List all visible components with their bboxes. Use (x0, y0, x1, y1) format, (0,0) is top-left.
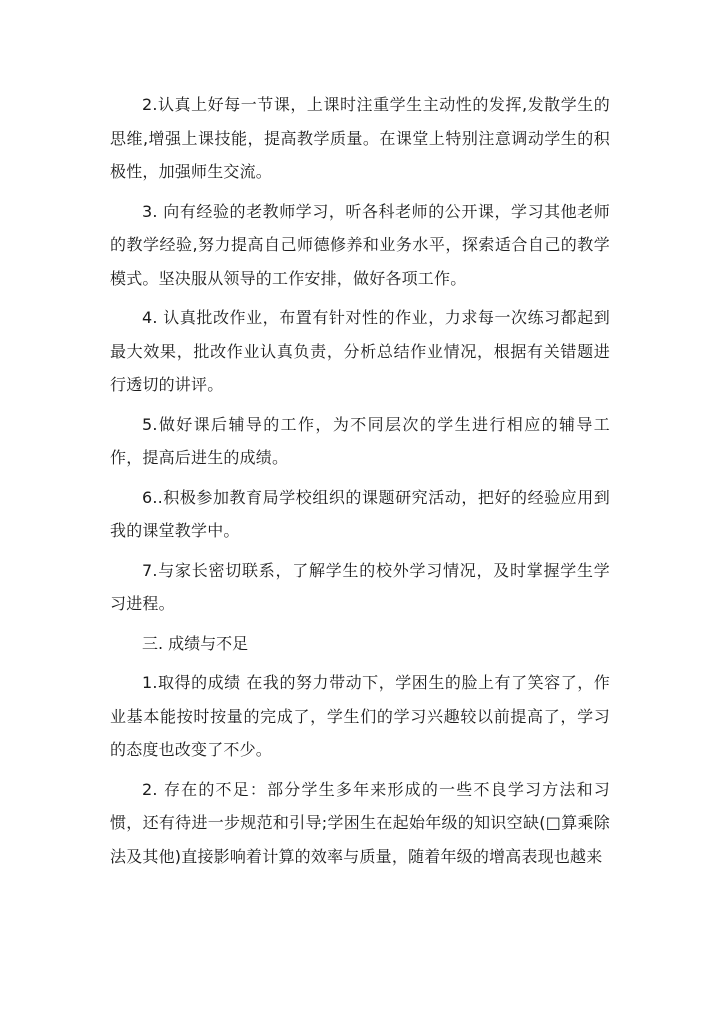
paragraph-shortcomings: 2. 存在的不足：部分学生多年来形成的一些不良学习方法和习惯，还有待进一步规范和引导;学困生在起始年级的知识空缺(□算乘除法及其他)直接影响着计算的效率与质量，随着年级的增高表现也越来 (110, 779, 610, 866)
paragraph-item-6: 6..积极参加教育局学校组织的课题研究活动，把好的经验应用到我的课堂教学中。 (110, 487, 610, 540)
paragraph-item-3: 3. 向有经验的老教师学习，听各科老师的公开课，学习其他老师的教学经验,努力提高自己师德修养和业务水平，探索适合自己的教学模式。坚决服从领导的工作安排，做好各项工作。 (110, 201, 610, 288)
paragraph-achievements: 1.取得的成绩 在我的努力带动下，学困生的脸上有了笑容了，作业基本能按时按量的完成了，学生们的学习兴趣较以前提高了，学习的态度也改变了不少。 (110, 673, 610, 759)
paragraph-item-5: 5.做好课后辅导的工作，为不同层次的学生进行相应的辅导工作，提高后进生的成绩。 (110, 414, 610, 467)
paragraph-item-4: 4. 认真批改作业，布置有针对性的作业，力求每一次练习都起到最大效果，批改作业认真负责，分析总结作业情况，根据有关错题进行透切的讲评。 (110, 308, 610, 394)
paragraph-item-7: 7.与家长密切联系，了解学生的校外学习情况，及时掌握学生学习进程。 (110, 560, 610, 613)
section-heading: 三. 成绩与不足 (142, 633, 249, 653)
document-body (110, 88, 610, 879)
paragraph-item-2: 2.认真上好每一节课，上课时注重学生主动性的发挥,发散学生的思维,增强上课技能，提高教学质量。在课堂上特别注意调动学生的积极性，加强师生交流。 (110, 95, 610, 181)
